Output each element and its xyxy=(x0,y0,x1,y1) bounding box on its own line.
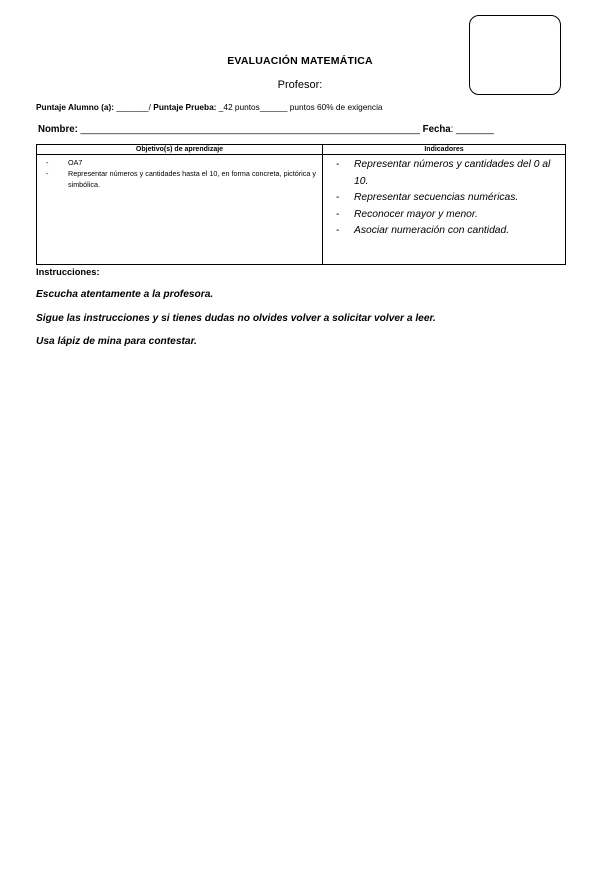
objectives-cell xyxy=(37,155,323,265)
date-blank: : _______ xyxy=(450,124,494,135)
prueba-score-label: Puntaje Prueba: xyxy=(153,102,217,112)
indicators-header: Indicadores xyxy=(323,145,566,155)
alumno-score-label: Puntaje Alumno (a): xyxy=(36,102,115,112)
instruction-item: Usa lápiz de mina para contestar. xyxy=(36,336,197,347)
prueba-score-value: _42 puntos______ puntos 60% de exigencia xyxy=(216,102,383,112)
indicator-item: - Asociar numeración con cantidad. xyxy=(323,223,561,240)
objectives-table xyxy=(36,144,566,265)
document-title: EVALUACIÓN MATEMÁTICA xyxy=(227,55,373,67)
objective-item: - Representar números y cantidades hasta el 10, en forma concreta, pictórica y simbólica. xyxy=(37,168,316,190)
name-label: Nombre: xyxy=(38,124,78,135)
score-line xyxy=(36,102,383,112)
profesor-label: Profesor: xyxy=(277,79,323,91)
indicators-cell xyxy=(323,155,566,265)
instruction-item: Escucha atentamente a la profesora. xyxy=(36,289,214,300)
indicator-item: - Reconocer mayor y menor. xyxy=(323,207,561,224)
date-label: Fecha xyxy=(422,124,451,135)
instructions-label: Instrucciones: xyxy=(36,267,100,277)
name-blank: _______________________________________________________________ xyxy=(77,124,423,135)
name-line xyxy=(38,124,494,135)
indicator-item: - Representar números y cantidades del 0 al 10. xyxy=(323,157,561,190)
instruction-item: Sigue las instrucciones y si tienes dudas no olvides volver a solicitar volver a leer. xyxy=(36,313,436,324)
indicator-item: - Representar secuencias numéricas. xyxy=(323,190,561,207)
objective-item: - OA7 xyxy=(37,157,316,168)
objectives-header: Objetivo(s) de aprendizaje xyxy=(37,145,323,155)
alumno-score-blank: _______/ xyxy=(114,102,154,112)
